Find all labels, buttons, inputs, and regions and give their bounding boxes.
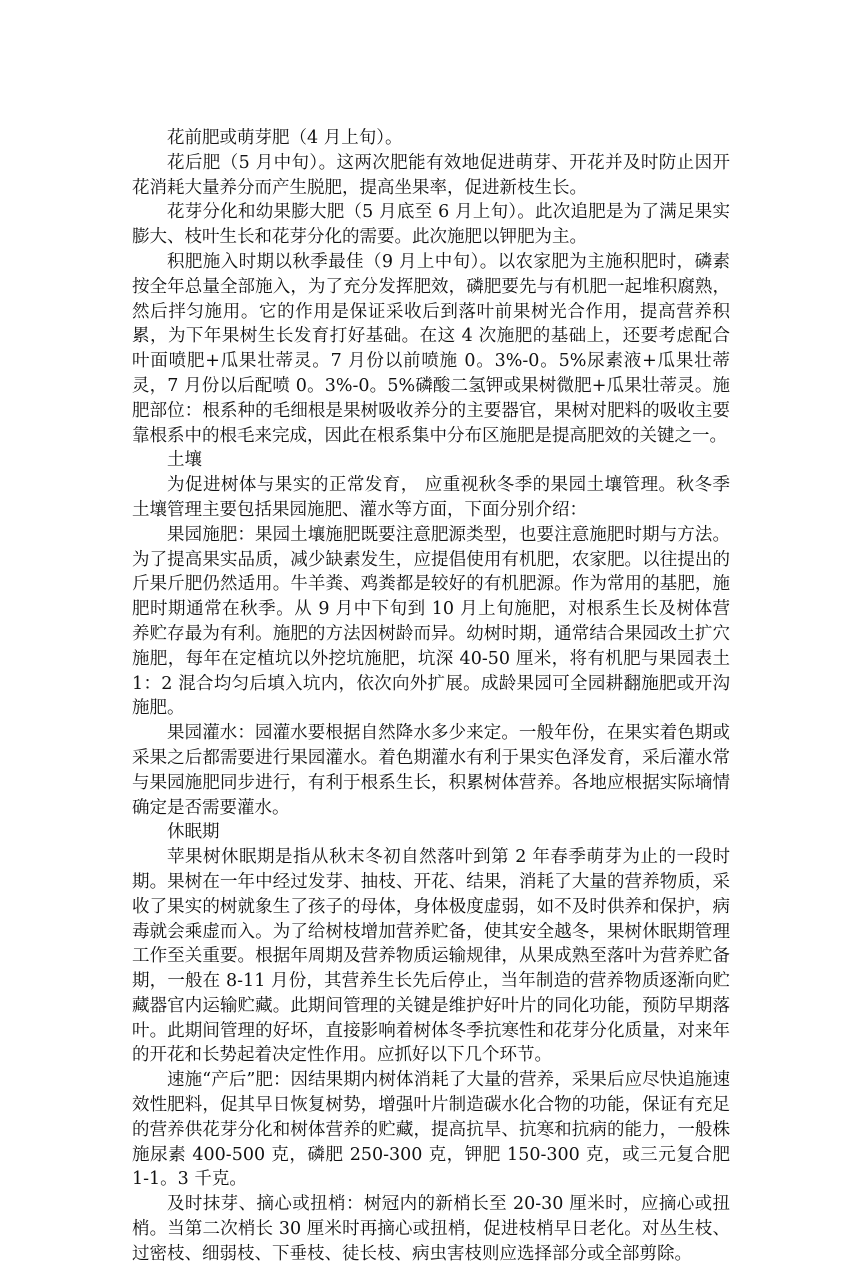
paragraph-soil-intro: 为促进树体与果实的正常发育， 应重视秋冬季的果园土壤管理。秋冬季土壤管理主要包括果园施肥、灌水等方面，下面分别介绍： [132, 475, 730, 520]
section-heading-soil: 土壤 [167, 450, 202, 471]
document-page [132, 126, 730, 1267]
paragraph-orchard-irrigation: 果园灌水：园灌水要根据自然降水多少来定。一般年份，在果实着色期或采果之后都需要进行果园灌水。着色期灌水有利于果实色泽发育，采后灌水常与果园施肥同步进行，有利于根系生长，积累树体营养。各地应根据实际墒情确定是否需要灌水。 [132, 723, 730, 818]
paragraph-pre-bloom-fertilizer: 花前肥或萌芽肥（4 月上旬）。 [167, 128, 403, 148]
section-heading-dormancy: 休眠期 [167, 822, 220, 843]
paragraph-pinching-twisting: 及时抹芽、摘心或扭梢：树冠内的新梢长至 20-30 厘米时，应摘心或扭梢。当第二次梢长 30 厘米时再摘心或扭梢，促进枝梢早日老化。对丛生枝、过密枝、细弱枝、下垂枝、徒长枝、病虫害枝则应选择部分或全部剪除。 [132, 1194, 730, 1264]
paragraph-orchard-fertilization: 果园施肥：果园土壤施肥既要注意肥源类型，也要注意施肥时期与方法。为了提高果实品质，减少缺素发生，应提倡使用有机肥，农家肥。以往提出的斤果斤肥仍然适用。牛羊粪、鸡粪都是较好的有机肥源。作为常用的基肥，施肥时期通常在秋季。从 9 月中下旬到 10 月上旬施肥，对根系生长及树体营养贮存最为有利。施肥的方法因树龄而异。幼树时期，通常结合果园改土扩穴施肥，每年在定植坑以外挖坑施肥，坑深 40-50 厘米，将有机肥与果园表土 1：2 混合均匀后填入坑内，依次向外扩展。成龄果园可全园耕翻施肥或开沟施肥。 [132, 524, 730, 719]
paragraph-postharvest-fertilizer: 速施“产后”肥：因结果期内树体消耗了大量的营养，采果后应尽快追施速效性肥料，促其早日恢复树势，增强叶片制造碳水化合物的功能，保证有充足的营养供花芽分化和树体营养的贮藏，提高抗旱、抗寒和抗病的能力，一般株施尿素 400-500 克，磷肥 250-300 克，钾肥 150-300 克，或三元复合肥 1-1。3 千克。 [132, 1070, 730, 1190]
paragraph-base-fertilizer: 积肥施入时期以秋季最佳（9 月上中旬）。以农家肥为主施积肥时，磷素按全年总量全部施入，为了充分发挥肥效，磷肥要先与有机肥一起堆积腐熟，然后拌匀施用。它的作用是保证采收后到落叶前果树光合作用，提高营养积累，为下年果树生长发育打好基础。在这 4 次施肥的基础上，还要考虑配合叶面喷肥+瓜果壮蒂灵。7 月份以前喷施 0。3%-0。5%尿素液+瓜果壮蒂灵，7 月份以后配喷 0。3%-0。5%磷酸二氢钾或果树微肥+瓜果壮蒂灵。施肥部位：根系种的毛细根是果树吸收养分的主要器官，果树对肥料的吸收主要靠根系中的根毛来完成，因此在根系集中分布区施肥是提高肥效的关键之一。 [132, 251, 730, 446]
paragraph-bud-differentiation-fertilizer: 花芽分化和幼果膨大肥（5 月底至 6 月上旬）。此次追肥是为了满足果实膨大、枝叶生长和花芽分化的需要。此次施肥以钾肥为主。 [132, 202, 730, 248]
paragraph-post-bloom-fertilizer: 花后肥（5 月中旬）。这两次肥能有效地促进萌芽、开花并及时防止因开花消耗大量养分而产生脱肥，提高坐果率，促进新枝生长。 [132, 152, 730, 198]
paragraph-dormancy-intro: 苹果树休眠期是指从秋末冬初自然落叶到第 2 年春季萌芽为止的一段时期。果树在一年中经过发芽、抽枝、开花、结果，消耗了大量的营养物质，采收了果实的树就象生了孩子的母体，身体极度虚弱，如不及时供养和保护，病毒就会乘虚而入。为了给树枝增加营养贮备，使其安全越冬，果树休眠期管理工作至关重要。根据年周期及营养物质运输规律，从果成熟至落叶为营养贮备期，一般在 8-11 月份，其营养生长先后停止，当年制造的营养物质逐渐向贮藏器官内运输贮藏。此期间管理的关键是维护好叶片的同化功能，预防早期落叶。此期间管理的好坏，直接影响着树体冬季抗寒性和花芽分化质量，对来年的开花和长势起着决定性作用。应抓好以下几个环节。 [132, 847, 730, 1066]
